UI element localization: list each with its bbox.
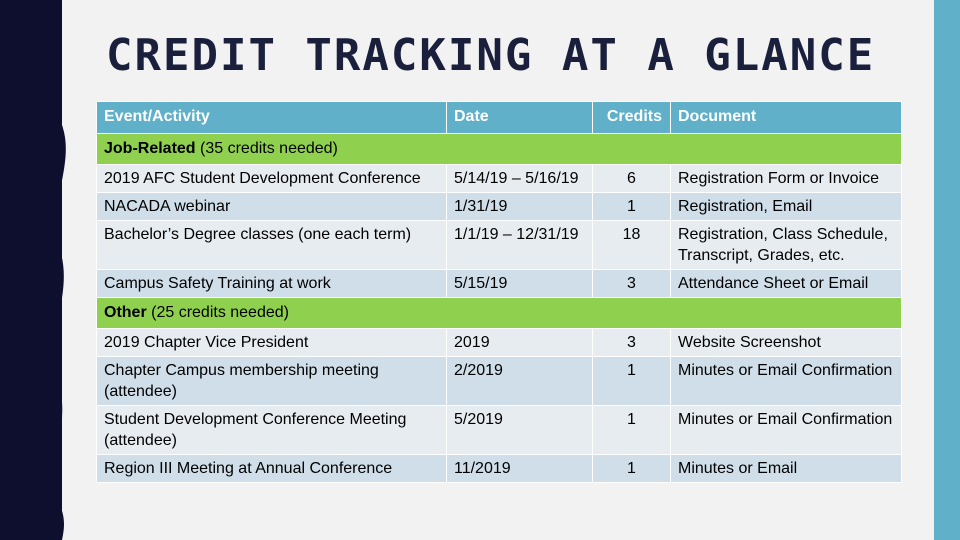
cell-credits: 3 (593, 329, 671, 357)
cell-document: Registration Form or Invoice (671, 165, 902, 193)
section-label-bold: Other (104, 304, 147, 321)
cell-date: 1/1/19 – 12/31/19 (447, 221, 593, 270)
cell-event: Region III Meeting at Annual Conference (97, 455, 447, 483)
cell-event: Student Development Conference Meeting (attendee) (97, 406, 447, 455)
cell-date: 1/31/19 (447, 193, 593, 221)
cell-credits: 6 (593, 165, 671, 193)
table-row (97, 455, 902, 483)
slide-title: CREDIT TRACKING AT A GLANCE (106, 30, 876, 81)
cell-date: 11/2019 (447, 455, 593, 483)
section-row-job-related (97, 134, 902, 165)
cell-document: Attendance Sheet or Email (671, 270, 902, 298)
cell-event: 2019 Chapter Vice President (97, 329, 447, 357)
cell-credits: 1 (593, 357, 671, 406)
table-row (97, 221, 902, 270)
table-row (97, 193, 902, 221)
cell-date: 2019 (447, 329, 593, 357)
cell-event: Campus Safety Training at work (97, 270, 447, 298)
cell-document: Minutes or Email (671, 455, 902, 483)
cell-credits: 1 (593, 406, 671, 455)
cell-event: NACADA webinar (97, 193, 447, 221)
cell-document: Minutes or Email Confirmation (671, 357, 902, 406)
cell-document: Registration, Email (671, 193, 902, 221)
table-row (97, 165, 902, 193)
cell-date: 5/14/19 – 5/16/19 (447, 165, 593, 193)
header-date: Date (447, 102, 593, 134)
right-accent-band (934, 0, 960, 540)
cell-date: 5/15/19 (447, 270, 593, 298)
cell-date: 5/2019 (447, 406, 593, 455)
cell-credits: 1 (593, 193, 671, 221)
table-row (97, 406, 902, 455)
header-event: Event/Activity (97, 102, 447, 134)
cell-date: 2/2019 (447, 357, 593, 406)
header-credits: Credits (593, 102, 671, 134)
cell-document: Website Screenshot (671, 329, 902, 357)
section-label (97, 298, 902, 329)
cell-document: Registration, Class Schedule, Transcript, Grades, etc. (671, 221, 902, 270)
header-document: Document (671, 102, 902, 134)
cell-credits: 1 (593, 455, 671, 483)
left-wave-edge (40, 0, 80, 540)
section-label-bold: Job-Related (104, 140, 196, 157)
section-label (97, 134, 902, 165)
cell-credits: 3 (593, 270, 671, 298)
cell-document: Minutes or Email Confirmation (671, 406, 902, 455)
section-label-rest: (35 credits needed) (195, 140, 338, 157)
cell-credits: 18 (593, 221, 671, 270)
cell-event: Chapter Campus membership meeting (attendee) (97, 357, 447, 406)
table-row (97, 270, 902, 298)
table-row (97, 357, 902, 406)
section-label-rest: (25 credits needed) (146, 304, 289, 321)
credit-table (96, 101, 902, 483)
section-row-other (97, 298, 902, 329)
cell-event: Bachelor’s Degree classes (one each term) (97, 221, 447, 270)
table-row (97, 329, 902, 357)
table-header-row (97, 102, 902, 134)
cell-event: 2019 AFC Student Development Conference (97, 165, 447, 193)
